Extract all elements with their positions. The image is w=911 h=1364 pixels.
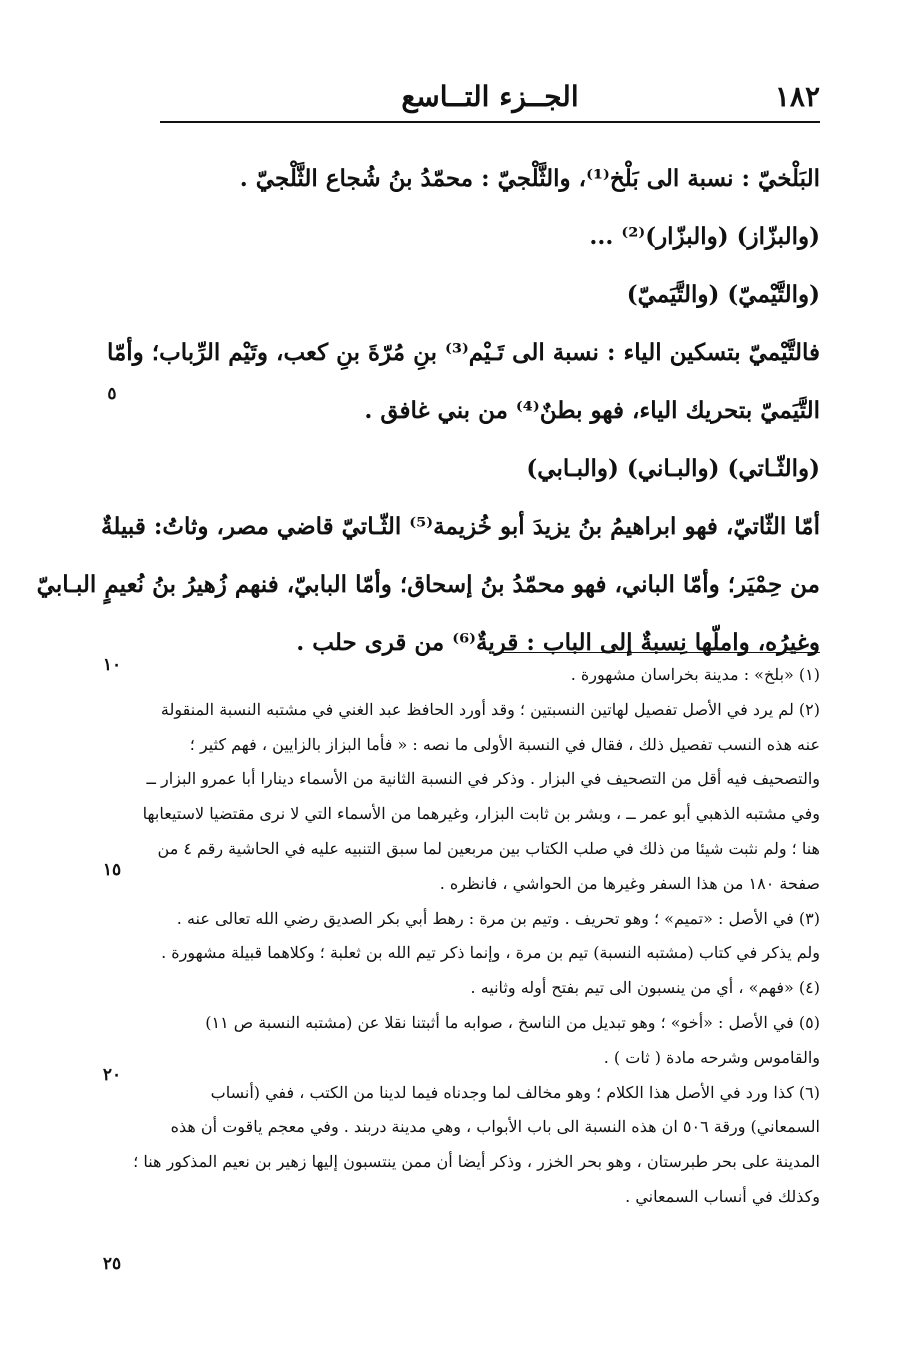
footnote-line: صفحة ١٨٠ من هذا السفر وغيرها من الحواشي ، فانظره . bbox=[439, 873, 820, 893]
footnote-separator bbox=[500, 652, 820, 653]
footnote-line: وكذلك في أنساب السمعاني . bbox=[625, 1186, 820, 1206]
header-rule bbox=[160, 121, 820, 123]
line-number-5: ٥ bbox=[107, 384, 117, 404]
main-line: (والبزّاز) (والبزّار)⁽²⁾ ... bbox=[589, 223, 820, 250]
page-header bbox=[160, 78, 820, 122]
footnotes bbox=[133, 658, 820, 1215]
main-line: من حِمْيَر؛ وأمّا الباني، فهو محمّدُ بنُ إسحاق؛ وأمّا البابيّ، فنهم زُهيرُ بنُ نُعيمٍ البـابيّ bbox=[36, 571, 820, 598]
main-line: (والثّـاتي) (والبـاني) (والبـابي) bbox=[526, 455, 820, 482]
line-number-20: ٢٠ bbox=[102, 1065, 122, 1085]
footnote-line: (٤) «فهم» ، أي من ينسبون الى تيم بفتح أوله وثانيه . bbox=[470, 978, 820, 998]
footnote-line: هنا ؛ ولم نثبت شيئا من ذلك في صلب الكتاب بين مربعين لما سبق التنبيه عليه في الحاشية رقم ٤ من bbox=[157, 838, 820, 858]
line-number-25: ٢٥ bbox=[102, 1254, 122, 1274]
main-line: (والتَّيْميّ) (والتَّيَميّ) bbox=[626, 281, 820, 308]
line-number-15: ١٥ bbox=[102, 860, 122, 880]
footnote-line: وفي مشتبه الذهبي أبو عمر ــ ، وبشر بن ثابت البزار، وغيرهما من الأسماء التي لا نرى مقتضيا لاستيعابها bbox=[142, 804, 820, 824]
line-number-10: ١٠ bbox=[102, 655, 122, 675]
main-line: فالتَّيْميّ بتسكين الياء : نسبة الى تَـيْم⁽³⁾ بنِ مُرّةَ بنِ كعب، وتَيْم الرِّباب؛ وأمّا bbox=[106, 339, 820, 366]
footnote-line: (٦) كذا ورد في الأصل هذا الكلام ؛ وهو مخالف لما وجدناه فيما لدينا من الكتب ، ففي (أنساب bbox=[210, 1082, 820, 1102]
footnote-line: عنه هذه النسب تفصيل ذلك ، فقال في النسبة الأولى ما نصه : « فأما البزاز بالزايين ، فهم كثير ؛ bbox=[189, 734, 820, 754]
footnote-line: والقاموس وشرحه مادة ( ثات ) . bbox=[603, 1047, 820, 1067]
footnote-line: (٢) لم يرد في الأصل تفصيل لهاتين النسبتين ؛ وقد أورد الحافظ عبد الغني في مشتبه النسبة المنقولة bbox=[160, 699, 820, 719]
main-line: وغيرُه، واملّها نِسبةٌ إلى الباب : قريةٌ⁽⁶⁾ من قرى حلب . bbox=[296, 629, 820, 656]
footnote-line: (١) «بلخ» : مدينة بخراسان مشهورة . bbox=[570, 665, 820, 684]
footnote-line: والتصحيف فيه أقل من التصحيف في البزار . وذكر في النسبة الثانية من الأسماء دينارا أبا عمرو البزار ــ bbox=[146, 769, 820, 789]
footnote-line: (٥) في الأصل : «أخو» ؛ وهو تبديل من الناسخ ، صوابه ما أثبتنا نقلا عن (مشتبه النسبة ص ١١) bbox=[205, 1012, 820, 1032]
page-number: ١٨٢ bbox=[774, 80, 820, 113]
main-line: البَلْخيّ : نسبة الى بَلْخ⁽¹⁾، والثَّلْجيّ : محمّدُ بنُ شُجاع الثَّلْجيّ . bbox=[239, 165, 820, 192]
running-title: الجــزء التــاسع bbox=[401, 80, 579, 113]
main-line: أمّا الثّاتيّ، فهو ابراهيمُ بنُ يزيدَ أبو خُزيمة⁽⁵⁾ الثّـاتيّ قاضي مصر، وثاتُ: قبيلةٌ bbox=[101, 513, 820, 540]
main-line: التَّيَميّ بتحريك الياء، فهو بطنٌ⁽⁴⁾ من بني غافق . bbox=[364, 397, 820, 424]
footnote-line: المدينة على بحر طبرستان ، وهو بحر الخزر ، وذكر أيضا أن ممن ينتسبون إليها زهير بن نعيم المذكور هنا ؛ bbox=[133, 1152, 820, 1172]
footnote-line: (٣) في الأصل : «تميم» ؛ وهو تحريف . وتيم بن مرة : رهط أبي بكر الصديق رضي الله تعالى عنه . bbox=[176, 908, 820, 928]
footnote-line: ولم يذكر في كتاب (مشتبه النسبة) تيم بن مرة ، وإنما ذكر تيم الله بن ثعلبة ؛ وكلاهما قبيلة مشهورة . bbox=[161, 943, 820, 963]
footnote-line: السمعاني) ورقة ٥٠٦ ان هذه النسبة الى باب الأبواب ، وهي مدينة دربند . وفي معجم ياقوت أن هذه bbox=[170, 1117, 820, 1137]
